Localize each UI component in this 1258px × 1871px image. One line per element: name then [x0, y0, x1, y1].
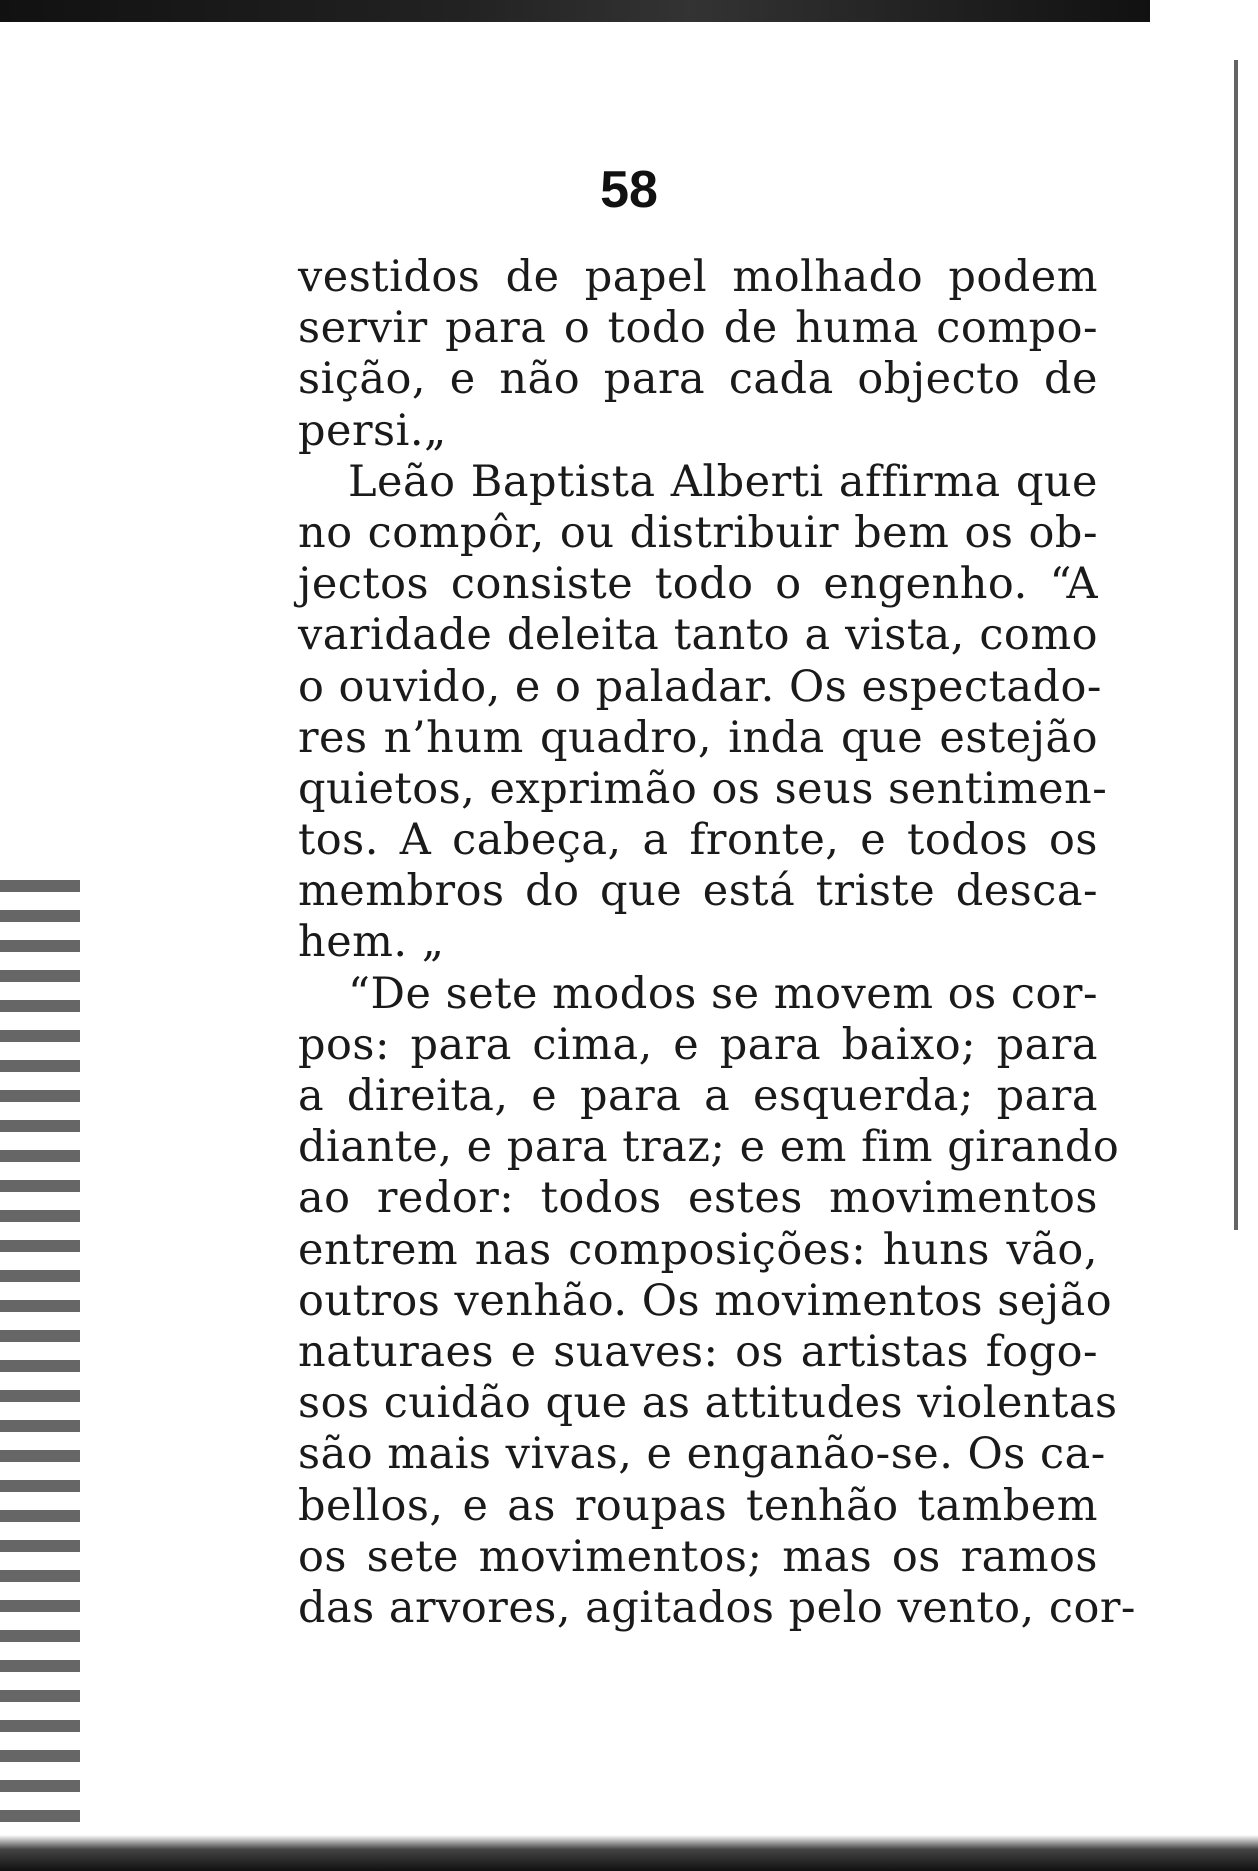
text-line: tos. A cabeça, a fronte, e todos os: [298, 815, 1098, 866]
scan-edge-right: [1234, 60, 1238, 1230]
text-line: hem. „: [298, 917, 445, 968]
scan-edge-left: [0, 880, 80, 1860]
text-line: os sete movimentos; mas os ramos: [298, 1531, 1098, 1582]
text-line: membros do que está triste desca-: [298, 866, 1098, 917]
text-line: pos: para cima, e para baixo; para: [298, 1019, 1098, 1070]
text-line: diante, e para traz; e em fim girando: [298, 1122, 1120, 1173]
text-line: res n’hum quadro, inda que estejão: [298, 712, 1098, 763]
body-text: [298, 252, 1136, 1634]
scan-edge-bottom: [0, 1835, 1258, 1871]
text-line: persi.„: [298, 405, 447, 456]
page-number: 58: [600, 161, 658, 219]
text-line: no compôr, ou distribuir bem os ob-: [298, 507, 1098, 558]
text-line: outros venhão. Os movimentos sejão: [298, 1275, 1113, 1326]
text-line: quietos, exprimão os seus sentimen-: [298, 763, 1108, 814]
text-line: naturaes e suaves: os artistas fogo-: [298, 1326, 1098, 1377]
text-line: servir para o todo de huma compo-: [298, 303, 1098, 354]
text-line: a direita, e para a esquerda; para: [298, 1071, 1098, 1121]
text-line: Leão Baptista Alberti affirma que: [348, 456, 1098, 507]
text-line: “De sete modos se movem os cor-: [348, 968, 1098, 1019]
text-line: das arvores, agitados pelo vento, cor-: [298, 1582, 1136, 1633]
text-line: são mais vivas, e enganão-se. Os ca-: [298, 1429, 1106, 1480]
text-line: ao redor: todos estes movimentos: [298, 1173, 1098, 1224]
text-line: entrem nas composições: huns vão,: [298, 1224, 1098, 1275]
text-line: jectos consiste todo o engenho. “A: [298, 559, 1098, 610]
text-line: bellos, e as roupas tenhão tambem: [298, 1480, 1098, 1531]
text-line: varidade deleita tanto a vista, como: [298, 610, 1098, 661]
scan-edge-top: [0, 0, 1150, 22]
text-line: vestidos de papel molhado podem: [298, 252, 1098, 302]
text-line: sição, e não para cada objecto de: [298, 354, 1098, 405]
text-line: o ouvido, e o paladar. Os espectado-: [298, 661, 1102, 712]
text-line: sos cuidão que as attitudes violentas: [298, 1378, 1118, 1429]
